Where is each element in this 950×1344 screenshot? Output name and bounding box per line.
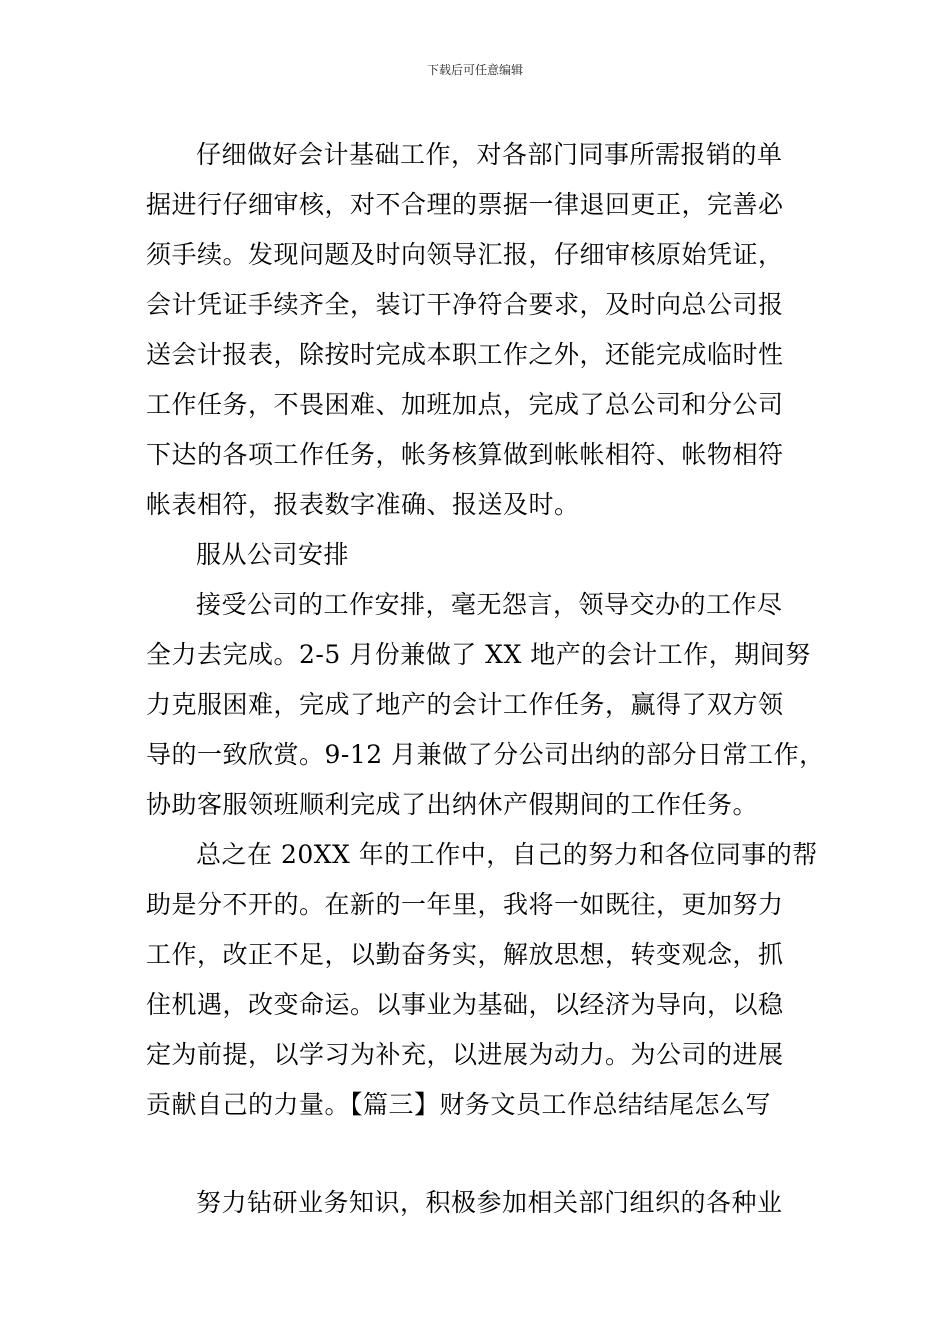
paragraph-line: 全力去完成。2-5 月份兼做了 XX 地产的会计工作，期间努: [146, 640, 811, 669]
paragraph-line: 助是分不开的。在新的一年里，我将一如既往，更加努力: [146, 890, 784, 919]
paragraph-line: 下达的各项工作任务，帐务核算做到帐帐相符、帐物相符: [146, 440, 784, 469]
paragraph-line: 住机遇，改变命运。以事业为基础，以经济为导向，以稳: [146, 990, 784, 1019]
paragraph-line: 贡献自己的力量。【篇三】财务文员工作总结结尾怎么写: [146, 1090, 772, 1119]
paragraph-line: 送会计报表，除按时完成本职工作之外，还能完成临时性: [146, 340, 784, 369]
paragraph-line: 仔细做好会计基础工作，对各部门同事所需报销的单: [196, 140, 783, 169]
paragraph-accounting-work: [146, 130, 826, 530]
paragraph-line: 力克服困难，完成了地产的会计工作任务，赢得了双方领: [146, 690, 784, 719]
paragraph-gap: [146, 1130, 826, 1178]
paragraph-line: 总之在 20XX 年的工作中，自己的努力和各位同事的帮: [196, 840, 818, 869]
paragraph-line: 帐表相符，报表数字准确、报送及时。: [146, 490, 580, 519]
heading-line: 服从公司安排: [196, 540, 350, 569]
paragraph-line: 工作任务，不畏困难、加班加点，完成了总公司和分公司: [146, 390, 784, 419]
paragraph-line: 接受公司的工作安排，毫无怨言，领导交办的工作尽: [196, 590, 783, 619]
paragraph-company-arrangement: [146, 580, 826, 830]
paragraph-line: 工作，改正不足，以勤奋务实，解放思想，转变观念，抓: [146, 940, 784, 969]
page-header: 下载后可任意编辑: [426, 63, 523, 77]
paragraph-line: 定为前提，以学习为补充，以进展为动力。为公司的进展: [146, 1040, 784, 1069]
paragraph-line: 须手续。发现问题及时向领导汇报，仔细审核原始凭证，: [146, 240, 784, 269]
paragraph-line: 会计凭证手续齐全，装订干净符合要求，及时向总公司报: [146, 290, 784, 319]
section-heading: [146, 530, 826, 580]
paragraph-business-knowledge: [146, 1178, 826, 1228]
paragraph-summary: [146, 830, 826, 1130]
document-body: [146, 130, 826, 1228]
paragraph-line: 协助客服领班顺利完成了出纳休产假期间的工作任务。: [146, 790, 759, 819]
paragraph-line: 导的一致欣赏。9-12 月兼做了分公司出纳的部分日常工作，: [146, 740, 825, 769]
paragraph-line: 努力钻研业务知识，积极参加相关部门组织的各种业: [196, 1188, 783, 1217]
paragraph-line: 据进行仔细审核，对不合理的票据一律退回更正，完善必: [146, 190, 784, 219]
